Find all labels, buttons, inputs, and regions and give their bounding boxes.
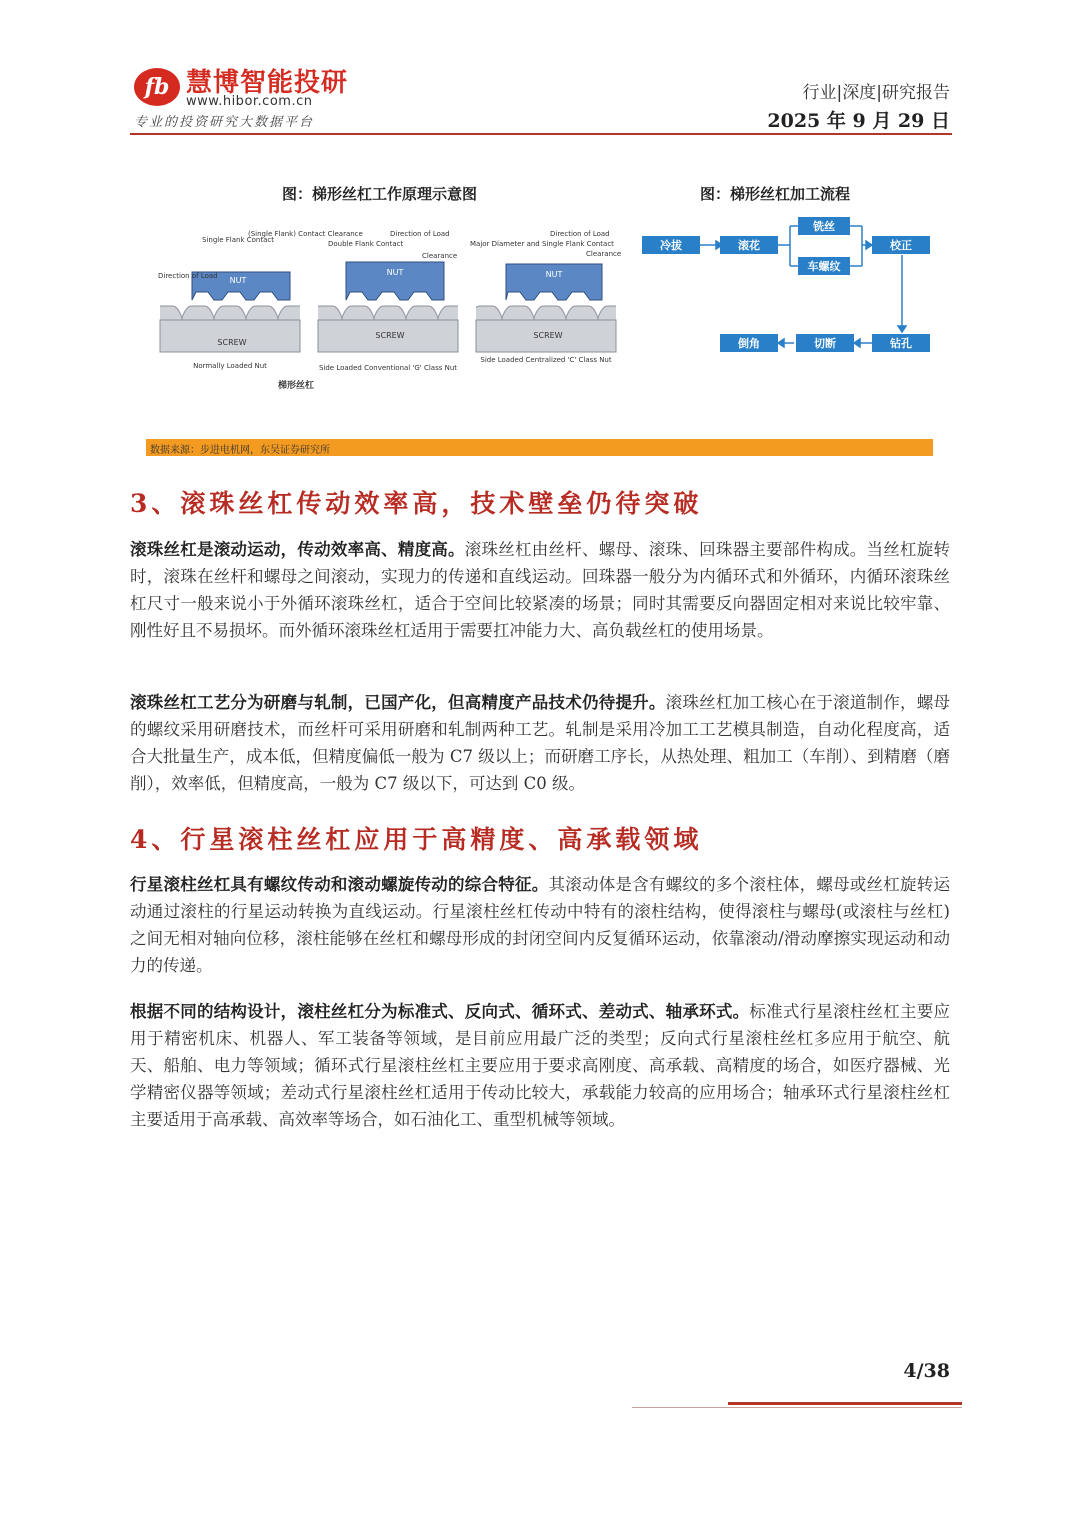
p1-label-1: (Single Flank) Contact Clearance bbox=[248, 230, 363, 238]
flow-step-lathe-thread: 车螺纹 bbox=[798, 257, 850, 275]
bottom-label: 梯形丝杠 bbox=[277, 381, 315, 391]
report-date: 2025 年 9 月 29 日 bbox=[767, 110, 950, 132]
section-4-paragraph-2: 根据不同的结构设计，滚柱丝杠分为标准式、反向式、循环式、差动式、轴承环式。标准式行星滚柱丝杠主要应用于精密机床、机器人、军工装备等领域，是目前应用最广泛的类型；反向式行星滚柱丝杠多应用于航空、航天、船舶、电力等领域；循环式行星滚柱丝杠主要应用于要求高刚度、高承载、高精度的场合，如医疗器械、光学精密仪器等领域；差动式行星滚柱丝杠适用于传动比较大，承载能力较高的应用场合；轴承环式行星滚柱丝杠主要适用于高承载、高效率等场合，如石油化工、重型机械等领域。 bbox=[130, 1002, 951, 1129]
section-4-paragraph-1: 行星滚柱丝杠具有螺纹传动和滚动螺旋传动的综合特征。其滚动体是含有螺纹的多个滚柱体，螺母或丝杠旋转运动通过滚柱的行星运动转换为直线运动。行星滚柱丝杠传动中特有的滚柱结构，使得滚柱与螺母(或滚柱与丝杠)之间无相对轴向位移，滚柱能够在丝杠和螺母形成的封闭空间内反复循环运动，依靠滚动/滑动摩擦实现运动和动力的传递。 bbox=[130, 875, 951, 975]
p2-label-1: Direction of Load bbox=[390, 230, 450, 238]
p3-label-0: Major Diameter and Single Flank Contact bbox=[470, 240, 614, 248]
logo-mark: fb bbox=[134, 68, 180, 106]
p2-label-0: Double Flank Contact bbox=[328, 240, 404, 248]
panel-g-class-nut bbox=[318, 230, 458, 372]
header-rule bbox=[130, 133, 952, 135]
section-3-paragraph-1: 滚珠丝杠是滚动运动，传动效率高、精度高。滚珠丝杠由丝杆、螺母、滚珠、回珠器主要部件构成。当丝杠旋转时，滚珠在丝杆和螺母之间滚动，实现力的传递和直线运动。回珠器一般分为内循环式和外循环，内循环滚珠丝杠尺寸一般来说小于外循环滚珠丝杠，适合于空间比较紧凑的场景；同时其需要反向器固定相对来说比较牢靠、刚性好且不易损坏。而外循环滚珠丝杠适用于需要扛冲能力大、高负载丝杠的使用场景。 bbox=[130, 540, 951, 640]
figure-left-title: 图：梯形丝杠工作原理示意图 bbox=[282, 185, 478, 203]
trapezoid-screw-diagram bbox=[150, 220, 630, 395]
brand-url[interactable]: www.hibor.com.cn bbox=[186, 94, 313, 109]
brand-name: 慧博智能投研 bbox=[186, 68, 349, 98]
section-heading-3: 3、滚珠丝杠传动效率高，技术壁垒仍待突破 bbox=[130, 489, 703, 518]
p2-caption: Side Loaded Conventional 'G' Class Nut bbox=[318, 364, 458, 372]
screw-label-1: SCREW bbox=[217, 338, 247, 347]
nut-label-3: NUT bbox=[545, 270, 563, 279]
flow-step-cold-draw: 冷拔 bbox=[642, 236, 700, 254]
brand-slogan: 专业的投资研究大数据平台 bbox=[134, 115, 315, 130]
p1-caption: Normally Loaded Nut bbox=[193, 362, 267, 370]
flow-step-knurl: 滚花 bbox=[720, 236, 778, 254]
p3-label-1: Direction of Load bbox=[550, 230, 610, 238]
p1-label-2: Direction of Load bbox=[158, 272, 218, 280]
report-type: 行业|深度|研究报告 bbox=[802, 83, 950, 103]
footer-rule-thick bbox=[728, 1402, 962, 1405]
screw-label-2: SCREW bbox=[375, 331, 405, 340]
page-number: 4/38 bbox=[903, 1360, 950, 1382]
screw-label-3: SCREW bbox=[533, 331, 563, 340]
flow-step-mill-thread: 铣丝 bbox=[798, 217, 850, 235]
flow-step-drill: 钻孔 bbox=[872, 334, 930, 352]
nut-label-1: NUT bbox=[229, 276, 247, 285]
nut-label-2: NUT bbox=[386, 268, 404, 277]
figure-right-title: 图：梯形丝杠加工流程 bbox=[700, 185, 851, 203]
source-note: 数据来源：步进电机网，东吴证券研究所 bbox=[150, 445, 330, 456]
section-3-paragraph-2: 滚珠丝杠工艺分为研磨与轧制，已国产化，但高精度产品技术仍待提升。滚珠丝杠加工核心在于滚道制作，螺母的螺纹采用研磨技术，而丝杆可采用研磨和轧制两种工艺。轧制是采用冷加工工艺模具制造，自动化程度高，适合大批量生产，成本低，但精度偏低一般为 C7 级以上；而研磨工序长，从热处理、粗加工（车削）、到精磨（磨削），效率低，但精度高，一般为 C7 级以下，可达到 C0 级。 bbox=[130, 693, 951, 793]
p3-label-2: Clearance bbox=[586, 250, 622, 258]
panel-c-class-nut bbox=[470, 230, 621, 364]
p2-label-2: Clearance bbox=[422, 252, 458, 260]
flow-step-straighten: 校正 bbox=[872, 236, 930, 254]
footer-rule-thin bbox=[632, 1407, 962, 1408]
p3-caption: Side Loaded Centralized 'C' Class Nut bbox=[480, 356, 612, 364]
section-heading-4: 4、行星滚柱丝杠应用于高精度、高承载领域 bbox=[130, 825, 703, 854]
flow-step-cut: 切断 bbox=[796, 334, 854, 352]
flow-step-chamfer: 倒角 bbox=[720, 334, 778, 352]
p1-label-0: Single Flank Contact bbox=[202, 236, 274, 244]
